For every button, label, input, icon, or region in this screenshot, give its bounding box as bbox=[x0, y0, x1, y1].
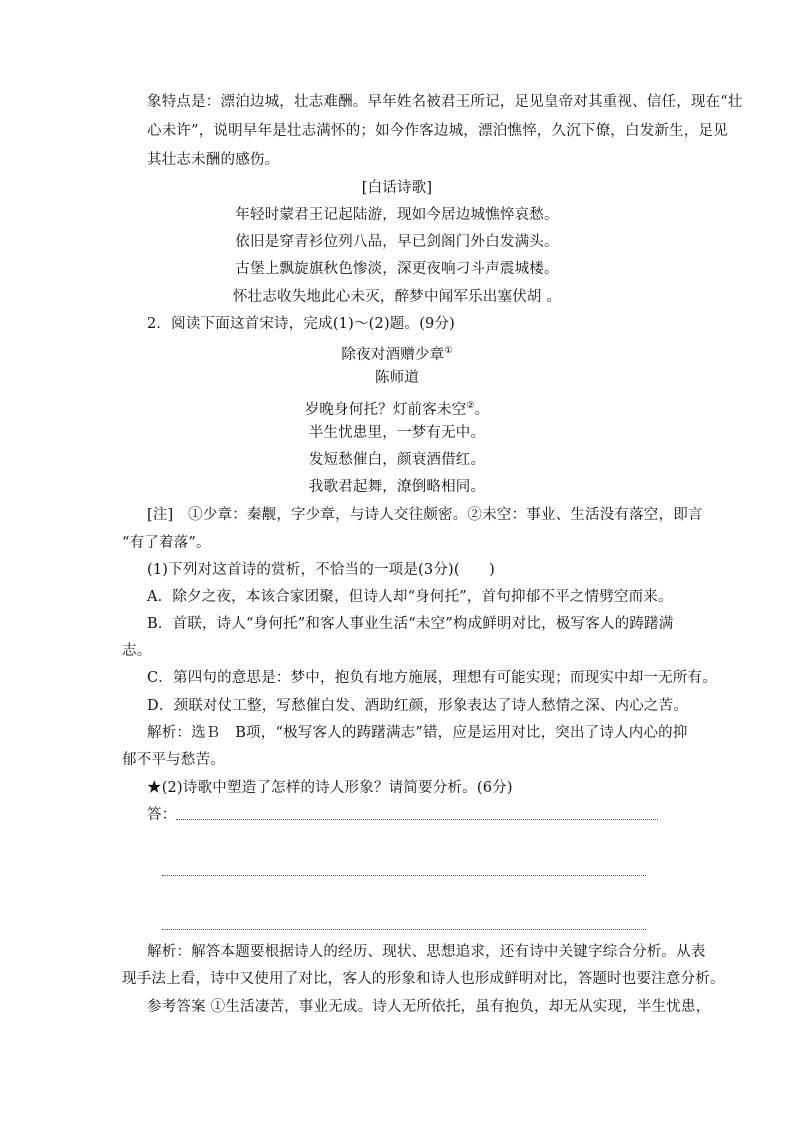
answer-line-1 bbox=[176, 819, 658, 820]
option-b-line-1: B．首联，诗人“身何托”和客人事业生活“未空”构成鲜明对比，极写客人的踌躇满 bbox=[147, 616, 674, 632]
analysis-2-line-1: 解析：解答本题要根据诗人的经历、现状、思想追求，还有诗中关键字综合分析。从表 bbox=[147, 944, 706, 960]
vernacular-line-3: 古堡上飘旋旗秋色惨淡，深更夜响刁斗声震城楼。 bbox=[235, 261, 559, 277]
poem-line-1 bbox=[0, 396, 794, 420]
option-a: A．除夕之夜，本该合家团聚，但诗人却“身何托”，首句抑郁不平之情劈空而来。 bbox=[147, 589, 673, 605]
sub-question-1: (1)下列对这首诗的赏析，不恰当的一项是(3分)( ) bbox=[147, 562, 495, 578]
option-b-line-2: 志。 bbox=[122, 643, 152, 659]
sub-question-2: ★(2)诗歌中塑造了怎样的诗人形象？请简要分析。(6分) bbox=[147, 780, 513, 796]
analysis-top-line-3: 其壮志未酬的感伤。 bbox=[147, 152, 280, 168]
option-c: C．第四句的意思是：梦中，抱负有地方施展，理想有可能实现；而现实中却一无所有。 bbox=[147, 670, 717, 686]
option-d: D．颈联对仗工整，写愁催白发、酒助红颜，形象表达了诗人愁情之深、内心之苦。 bbox=[147, 698, 689, 714]
poem-line-2: 半生忧患里，一梦有无中。 bbox=[308, 425, 486, 441]
analysis-1-line-1: 解析：选Ｂ B项，“极写客人的踌躇满志”错，应是运用对比，突出了诗人内心的抑 bbox=[147, 725, 688, 741]
analysis-2-line-2: 现手法上看，诗中又使用了对比，客人的形象和诗人也形成鲜明对比，答题时也要注意分析。 bbox=[122, 971, 725, 987]
analysis-top-line-2: 心未许”，说明早年是壮志满怀的；如今作客边城，漂泊憔悴，久沉下僚，白发新生，足见 bbox=[147, 123, 728, 139]
note-line-2: “有了着落”。 bbox=[122, 535, 211, 551]
answer-label: 答： bbox=[147, 807, 177, 823]
poem-line-1-punct: 。 bbox=[474, 401, 490, 418]
analysis-1-line-2: 郁不平与愁苦。 bbox=[122, 752, 225, 768]
note-line-1: [注] ①少章：秦觏，字少章，与诗人交往颇密。②未空：事业、生活没有落空，即言 bbox=[147, 507, 703, 523]
poem-author: 陈师道 bbox=[374, 370, 420, 386]
vernacular-line-4: 怀壮志收失地此心未灭，醉梦中闻军乐出塞伏胡 。 bbox=[232, 289, 562, 305]
answer-line-2 bbox=[162, 875, 646, 876]
poem-title-text: 除夜对酒赠少章 bbox=[341, 346, 445, 363]
poem-title-footnote-mark: ① bbox=[444, 346, 453, 356]
reference-answer: 参考答案 ①生活凄苦，事业无成。诗人无所依托，虽有抱负，却无从实现，半生忧患， bbox=[147, 999, 711, 1015]
poem-line-4: 我歌君起舞，潦倒略相同。 bbox=[308, 479, 486, 495]
question-2-intro: 2．阅读下面这首宋诗，完成(1)～(2)题。(9分) bbox=[147, 316, 456, 332]
vernacular-heading: [白话诗歌] bbox=[361, 180, 433, 196]
analysis-top-line-1: 象特点是：漂泊边城，壮志难酬。早年姓名被君王所记，足见皇帝对其重视、信任，现在“壮 bbox=[147, 94, 743, 110]
poem-line-1-footnote-mark: ② bbox=[466, 401, 475, 411]
vernacular-line-1: 年轻时蒙君王记起陆游，现如今居边城憔悴哀愁。 bbox=[235, 207, 559, 223]
vernacular-line-2: 依旧是穿青衫位列八品，早已剑阁门外白发满头。 bbox=[235, 234, 559, 250]
poem-line-1-text: 岁晚身何托？灯前客未空 bbox=[304, 401, 467, 418]
poem-title bbox=[0, 341, 794, 365]
answer-line-3 bbox=[162, 929, 646, 930]
poem-line-3: 发短愁催白，颜衰酒借红。 bbox=[308, 452, 486, 468]
